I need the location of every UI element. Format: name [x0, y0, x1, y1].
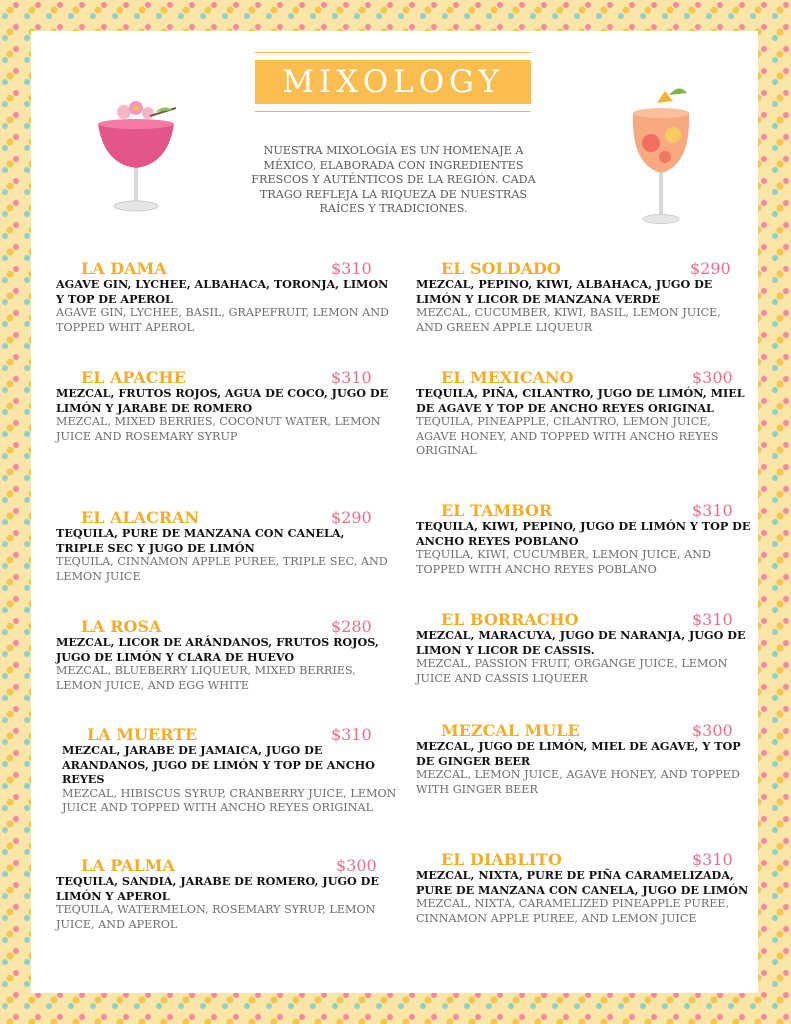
item-price: $310: [331, 725, 372, 744]
title-rule-bottom: [255, 111, 531, 112]
item-description-es: TEQUILA, KIWI, PEPINO, JUGO DE LIMÓN Y TOP DE ANCHO REYES POBLANO TEQUILA, KIWI, CUCUMBER, LEMON JUICE, AND TOPPED WITH ANCHO REYES POBLANO: [416, 519, 751, 576]
item-name: EL BORRACHO: [441, 610, 579, 629]
item-price: $290: [690, 259, 731, 278]
item-price: $310: [692, 501, 733, 520]
item-description-en: MEZCAL, LEMON JUICE, AGAVE HONEY, AND TOPPED WITH GINGER BEER: [416, 768, 740, 796]
item-name: EL TAMBOR: [441, 501, 553, 520]
item-name: EL MEXICANO: [441, 368, 574, 387]
item-description-es: TEQUILA, PIÑA, CILANTRO, JUGO DE LIMÓN, MIEL DE AGAVE Y TOP DE ANCHO REYES ORIGINAL TEQUILA, PINEAPPLE, CILANTRO, LEMON JUICE, AGAVE HONEY, AND TOPPED WITH ANCHO REYES ORIGINAL: [416, 386, 751, 459]
item-price: $300: [336, 856, 377, 875]
page-title: MIXOLOGY: [255, 60, 531, 104]
title-block: [255, 52, 531, 112]
item-description-es: TEQUILA, SANDIA, JARABE DE ROMERO, JUGO DE LIMÓN Y APEROL TEQUILA, WATERMELON, ROSEMARY SYRUP, LEMON JUICE, AND APEROL: [56, 874, 391, 932]
item-name: EL APACHE: [81, 368, 186, 387]
item-price: $290: [331, 508, 372, 527]
item-description-en: TEQUILA, WATERMELON, ROSEMARY SYRUP, LEMON JUICE, AND APEROL: [56, 903, 376, 931]
item-description-en: AGAVE GIN, LYCHEE, BASIL, GRAPEFRUIT, LEMON AND TOPPED WHIT APEROL: [56, 306, 389, 334]
item-price: $310: [331, 259, 372, 278]
item-name: MEZCAL MULE: [441, 721, 580, 740]
item-description-en: MEZCAL, HIBISCUS SYRUP, CRANBERRY JUICE, LEMON JUICE AND TOPPED WITH ANCHO REYES ORIGINAL: [62, 786, 397, 814]
item-description-es: MEZCAL, PEPINO, KIWI, ALBAHACA, JUGO DE LIMÓN Y LICOR DE MANZANA VERDE MEZCAL, CUCUMBER, KIWI, BASIL, LEMON JUICE, AND GREEN APPLE LIQUEUR: [416, 277, 751, 335]
item-name: LA MUERTE: [87, 725, 198, 744]
item-description-es: MEZCAL, NIXTA, PURE DE PIÑA CARAMELIZADA, PURE DE MANZANA CON CANELA, JUGO DE LIMÓN MEZCAL, NIXTA, CARAMELIZED PINEAPPLE PUREE, CINNAMON APPLE PUREE, AND LEMON JUICE: [416, 868, 751, 926]
intro-text: NUESTRA MIXOLOGÍA ES UN HOMENAJE A MÉXICO, ELABORADA CON INGREDIENTES FRESCOS Y AUTÉNTICOS DE LA REGIÓN. CADA TRAGO REFLEJA LA RIQUEZA DE NUESTRAS RAÍCES Y TRADICIONES.: [251, 144, 536, 215]
item-name: EL ALACRAN: [81, 508, 200, 527]
item-price: $300: [692, 368, 733, 387]
item-price: $310: [331, 368, 372, 387]
item-description-en: MEZCAL, CUCUMBER, KIWI, BASIL, LEMON JUICE, AND GREEN APPLE LIQUEUR: [416, 306, 721, 334]
item-description-en: TEQUILA, CINNAMON APPLE PUREE, TRIPLE SEC, AND LEMON JUICE: [56, 555, 388, 583]
item-name: EL DIABLITO: [441, 850, 562, 869]
item-name: EL SOLDADO: [441, 259, 561, 278]
spritz-cocktail-icon: [621, 73, 701, 233]
item-description-en: TEQUILA, PINEAPPLE, CILANTRO, LEMON JUICE, AGAVE HONEY, AND TOPPED WITH ANCHO REYES ORIGINAL: [416, 415, 719, 457]
item-price: $310: [692, 610, 733, 629]
menu-panel: [31, 31, 758, 993]
item-name: LA DAMA: [81, 259, 167, 278]
item-description-en: MEZCAL, BLUEBERRY LIQUEUR, MIXED BERRIES, LEMON JUICE, AND EGG WHITE: [56, 664, 356, 692]
item-description-es: MEZCAL, JUGO DE LIMÓN, MIEL DE AGAVE, Y TOP DE GINGER BEER MEZCAL, LEMON JUICE, AGAVE HONEY, AND TOPPED WITH GINGER BEER: [416, 739, 751, 797]
item-description-es: MEZCAL, FRUTOS ROJOS, AGUA DE COCO, JUGO DE LIMÓN Y JARABE DE ROMERO MEZCAL, MIXED BERRIES, COCONUT WATER, LEMON JUICE AND ROSEMARY SYRUP: [56, 386, 391, 444]
item-description-es: AGAVE GIN, LYCHEE, ALBAHACA, TORONJA, LIMON Y TOP DE APEROL AGAVE GIN, LYCHEE, BASIL, GRAPEFRUIT, LEMON AND TOPPED WHIT APEROL: [56, 277, 391, 335]
item-price: $310: [692, 850, 733, 869]
item-name: LA PALMA: [81, 856, 175, 875]
coupe-cocktail-icon: [86, 86, 186, 216]
title-rule-top: [255, 52, 531, 53]
item-description-en: MEZCAL, MIXED BERRIES, COCONUT WATER, LEMON JUICE AND ROSEMARY SYRUP: [56, 415, 381, 443]
item-description-en: TEQUILA, KIWI, CUCUMBER, LEMON JUICE, AND TOPPED WITH ANCHO REYES POBLANO: [416, 548, 712, 576]
item-name: LA ROSA: [81, 617, 162, 636]
item-price: $280: [331, 617, 372, 636]
item-description-es: MEZCAL, JARABE DE JAMAICA, JUGO DE ARANDANOS, JUGO DE LIMÓN Y TOP DE ANCHO REYES MEZCAL, HIBISCUS SYRUP, CRANBERRY JUICE, LEMON JUICE AND TOPPED WITH ANCHO REYES ORIGINAL: [62, 743, 397, 814]
item-description-es: MEZCAL, LICOR DE ARÁNDANOS, FRUTOS ROJOS, JUGO DE LIMÓN Y CLARA DE HUEVO MEZCAL, BLUEBERRY LIQUEUR, MIXED BERRIES, LEMON JUICE, AND EGG WHITE: [56, 635, 391, 693]
item-description-es: MEZCAL, MARACUYA, JUGO DE NARANJA, JUGO DE LIMON Y LICOR DE CASSIS. MEZCAL, PASSION FRUIT, ORGANGE JUICE, LEMON JUICE AND CASSIS LIQUEER: [416, 628, 751, 686]
item-description-en: MEZCAL, NIXTA, CARAMELIZED PINEAPPLE PUREE, CINNAMON APPLE PUREE, AND LEMON JUICE: [416, 897, 730, 925]
item-description-en: MEZCAL, PASSION FRUIT, ORGANGE JUICE, LEMON JUICE AND CASSIS LIQUEER: [416, 657, 728, 685]
item-price: $300: [692, 721, 733, 740]
item-description-es: TEQUILA, PURE DE MANZANA CON CANELA, TRIPLE SEC Y JUGO DE LIMÓN TEQUILA, CINNAMON APPLE PUREE, TRIPLE SEC, AND LEMON JUICE: [56, 526, 391, 584]
